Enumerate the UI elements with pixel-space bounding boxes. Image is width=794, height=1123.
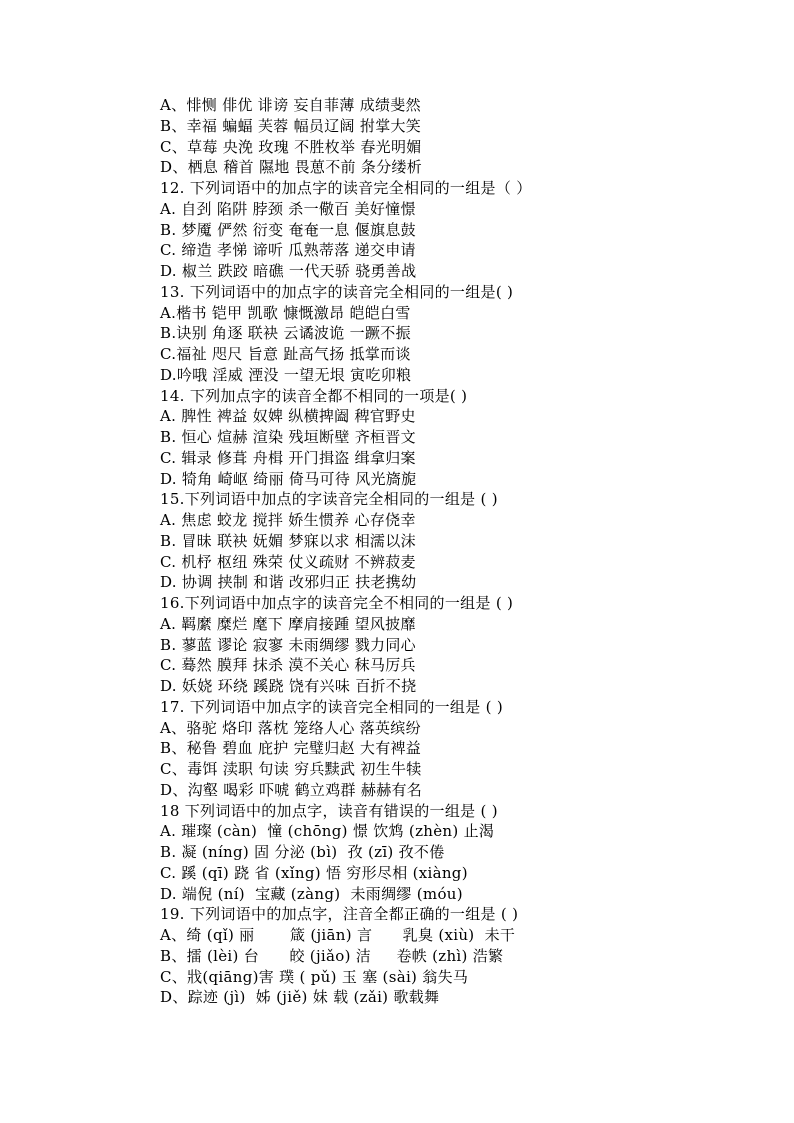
text-line: A. 羁縻 糜烂 麾下 摩肩接踵 望风披靡 bbox=[160, 614, 416, 633]
text-line: A. 焦虑 蛟龙 搅拌 娇生惯养 心存侥幸 bbox=[160, 511, 416, 529]
text-line: D、踪迹 (jì) 姊 (jiě) 妹 载 (zǎi) 歌载舞 bbox=[160, 988, 440, 1007]
text-line: A. 脾性 裨益 奴婢 纵横捭阖 稗官野史 bbox=[160, 407, 416, 426]
text-line: B. 梦魇 俨然 衍变 奄奄一息 偃旗息鼓 bbox=[160, 220, 416, 239]
text-line: B、幸福 蝙蝠 芙蓉 幅员辽阔 拊掌大笑 bbox=[160, 116, 422, 135]
text-line: C. 机杼 枢纽 殊荣 仗义疏财 不辨菽麦 bbox=[160, 552, 416, 571]
text-line: B.诀别 角逐 联袂 云谲波诡 一蹶不振 bbox=[160, 324, 411, 343]
text-line: D. 椒兰 跌跤 暗礁 一代天骄 骁勇善战 bbox=[160, 262, 417, 280]
text-line: A、悱恻 俳优 诽谤 妄自菲薄 成绩斐然 bbox=[160, 96, 421, 114]
text-line: D. 协调 挟制 和谐 改邪归正 扶老携幼 bbox=[160, 573, 417, 592]
text-line: A.楷书 铠甲 凯歌 慷慨激昂 皑皑白雪 bbox=[160, 303, 411, 322]
text-line: B. 蓼蓝 谬论 寂寥 未雨绸缪 戮力同心 bbox=[160, 635, 416, 654]
text-line: 13. 下列词语中的加点字的读音完全相同的一组是( ) bbox=[160, 282, 514, 301]
text-line: D.吟哦 淫威 湮没 一望无垠 寅吃卯粮 bbox=[160, 365, 412, 384]
text-line: C、戕(qiāng)害 璞 ( pǔ) 玉 塞 (sài) 翁失马 bbox=[160, 967, 469, 986]
text-line: D、沟壑 喝彩 吓唬 鹤立鸡群 赫赫有名 bbox=[160, 780, 423, 799]
text-line: C. 蹊 (qī) 跷 省 (xǐng) 悟 穷形尽相 (xiàng) bbox=[160, 863, 468, 882]
text-line: D. 犄角 崎岖 绮丽 倚马可待 风光旖旎 bbox=[160, 469, 417, 488]
text-line: C. 缔造 孝悌 谛听 瓜熟蒂落 递交申请 bbox=[160, 241, 416, 260]
text-line: D. 端倪 (ní) 宝藏 (zàng) 未雨绸缪 (móu) bbox=[160, 884, 463, 903]
text-line: D. 妖娆 环绕 蹊跷 饶有兴味 百折不挠 bbox=[160, 677, 417, 695]
text-line: 12. 下列词语中的加点字的读音完全相同的一组是（ ） bbox=[160, 179, 532, 197]
text-line: 15.下列词语中加点的字读音完全相同的一组是 ( ) bbox=[160, 490, 498, 509]
text-line: C. 辑录 修葺 舟楫 开门揖盗 缉拿归案 bbox=[160, 448, 416, 467]
text-line: 18 下列词语中的加点字，读音有错误的一组是 ( ) bbox=[160, 801, 498, 820]
text-line: A. 璀璨 (càn) 憧 (chōng) 憬 饮鸩 (zhèn) 止渴 bbox=[160, 822, 495, 841]
text-line: 19. 下列词语中的加点字，注音全都正确的一组是 ( ) bbox=[160, 905, 519, 924]
text-line: 16.下列词语中加点字的读音完全不相同的一组是 ( ) bbox=[160, 594, 514, 612]
text-line: C. 蓦然 膜拜 抹杀 漠不关心 秣马厉兵 bbox=[160, 656, 416, 675]
text-line: C、毒饵 渎职 句读 穷兵黩武 初生牛犊 bbox=[160, 760, 422, 778]
text-line: B、秘鲁 碧血 庇护 完璧归赵 大有裨益 bbox=[160, 739, 422, 758]
text-line: B、擂 (lèi) 台 皎 (jiǎo) 洁 卷帙 (zhì) 浩繁 bbox=[160, 946, 504, 965]
text-line: C、草莓 央浼 玫瑰 不胜枚举 春光明媚 bbox=[160, 137, 422, 156]
text-line: B. 冒昧 联袂 妩媚 梦寐以求 相濡以沫 bbox=[160, 531, 416, 550]
text-line: A. 自刭 陷阱 脖颈 杀一儆百 美好憧憬 bbox=[160, 199, 416, 218]
text-line: C.福祉 咫尺 旨意 趾高气扬 抵掌而谈 bbox=[160, 345, 411, 363]
document-page bbox=[160, 95, 770, 1008]
text-line: 14. 下列加点字的读音全都不相同的一项是( ) bbox=[160, 386, 468, 405]
text-line: D、栖息 稽首 隰地 畏葸不前 条分缕析 bbox=[160, 158, 423, 177]
text-line: 17. 下列词语中加点字的读音完全相同的一组是 ( ) bbox=[160, 697, 503, 716]
text-line: B. 凝 (níng) 固 分泌 (bì) 孜 (zī) 孜不倦 bbox=[160, 843, 445, 861]
text-line: B. 恒心 煊赫 渲染 残垣断壁 齐桓晋文 bbox=[160, 428, 416, 446]
text-line: A、骆驼 烙印 落枕 笼络人心 落英缤纷 bbox=[160, 718, 421, 737]
text-line: A、绮 (qǐ) 丽 箴 (jiān) 言 乳臭 (xiù) 未干 bbox=[160, 926, 516, 944]
